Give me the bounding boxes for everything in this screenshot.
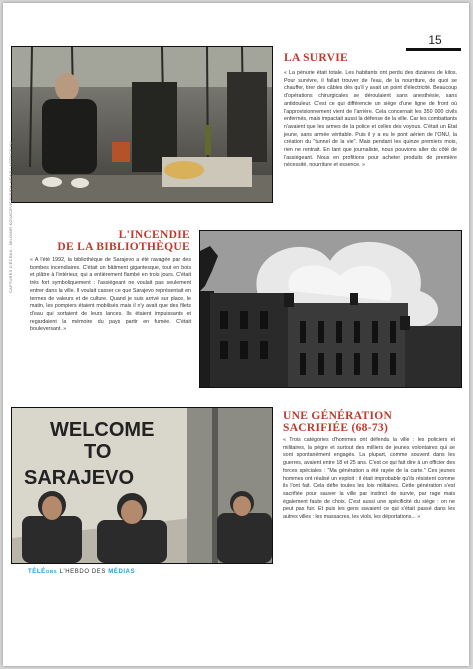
page-number: 15 xyxy=(428,33,442,47)
section-text-survie: « La pénurie était totale. Les habitants ont perdu des dizaines de kilos. Pour survivre, il fallait trouver de l'eau, de la nourriture, de quoi se chauffer, tirer des câbles dès qu'il y avait un point d'électricité. Beaucoup d'opérations chirurgicales se déroulaient sans anesthésie, sans antidouleur. C'est ce qui différencie un siège d'une ligne de front où l'approvisionnement vient de l'arrière. Cela concernait les 350 000 civils enfermés, mais impactait aussi la défense de la ville. Car les combattants n'avaient que les armes de la police et celles des voyous. C'était un Etat jeune, sans armée véritable. Puis il y a eu le pont aérien de l'ONU, la création du "tunnel de la vie". Mais pendant les quinze premiers mois, rien ne rentrait. En tant que journaliste, nous pouvions aller du côté de l'assiégeant. Nous en profitions pour acheter produits de première nécessité, nourriture et essence. » xyxy=(284,70,457,169)
photo-welcome-sarajevo xyxy=(11,407,273,564)
section-text-bibliotheque: « A l'été 1992, la bibliothèque de Sarajevo a été ravagée par des bombes incendiaires. C'était un bâtiment gigantesque, tout en bois et plâtre à l'intérieur, qui a entièrement flambé en trois jours. C'était très fort symboliquement : l'assiégeant ne voulait pas seulement entrer dans la ville. Il voulait casser ce que Sarajevo représentait en termes de valeurs et de culture. Quand je suis arrivé sur place, le matin, les pompiers étaient mobilisés mais il n'y avait que des filets d'eau qui sortaient de leurs lances. Ils étaient impuissants et regardaient la mémoire du pays partir en fumée. C'était bouleversant. » xyxy=(30,257,191,333)
photo-credit: CAPTURES D'ÉCRAN : MILOMIR KOVACEVIC/VISION NEWS / AGENCE VU xyxy=(8,141,13,293)
footer-brand: TÉLÉ xyxy=(28,569,46,575)
burning-library-image xyxy=(200,231,461,387)
section-title-bibliotheque-line1: L'INCENDIE xyxy=(118,229,190,241)
footer-brand-small: OBS xyxy=(45,569,58,574)
welcome-sarajevo-image xyxy=(12,408,272,563)
footer-medias: MÉDIAS xyxy=(108,569,136,575)
market-scene-image xyxy=(12,47,272,202)
section-title-bibliotheque-line2: DE LA BIBLIOTHÈQUE xyxy=(57,241,190,253)
wall-text-sarajevo: SARAJEVO xyxy=(24,467,135,489)
magazine-footer xyxy=(28,569,135,575)
photo-burning-library xyxy=(199,230,462,388)
page-number-rule xyxy=(406,48,461,51)
magazine-page xyxy=(3,3,469,666)
wall-text-welcome: WELCOME xyxy=(50,419,155,441)
wall-text-to: TO xyxy=(84,441,112,463)
photo-market-scene xyxy=(11,46,273,203)
section-title-generation-line1: UNE GÉNÉRATION xyxy=(283,410,393,422)
section-title-survie: LA SURVIE xyxy=(284,52,348,64)
section-text-generation: « Trois catégories d'hommes ont défendu la ville : les policiers et militaires, la pègre et surtout des milliers de jeunes volontaires qui se sont spontanément engagés. La plupart, comme souvent dans les guerres, avaient entre 18 et 25 ans. C'est ce qui fait dire à un officier des forces spéciales : "Ma génération a été rayée de la carte." Ces jeunes hommes ont réalisé un exploit : il était improbable qu'ils résistent comme ils l'ont fait. Cela défie toutes les lois militaires. Cette génération s'est sacrifiée pour sauver la ville par instinct de survie, par rage mais également faute de choix. C'est aussi une spécificité du siège : on ne peut pas fuir. Et puis les gens savaient ce qui s'était passé dans les autres villes : les massacres, les viols, les déportations... » xyxy=(283,437,455,521)
section-title-generation-line2: SACRIFIÉE (68-73) xyxy=(283,422,389,434)
footer-tagline: L'HEBDO DES xyxy=(57,569,109,575)
